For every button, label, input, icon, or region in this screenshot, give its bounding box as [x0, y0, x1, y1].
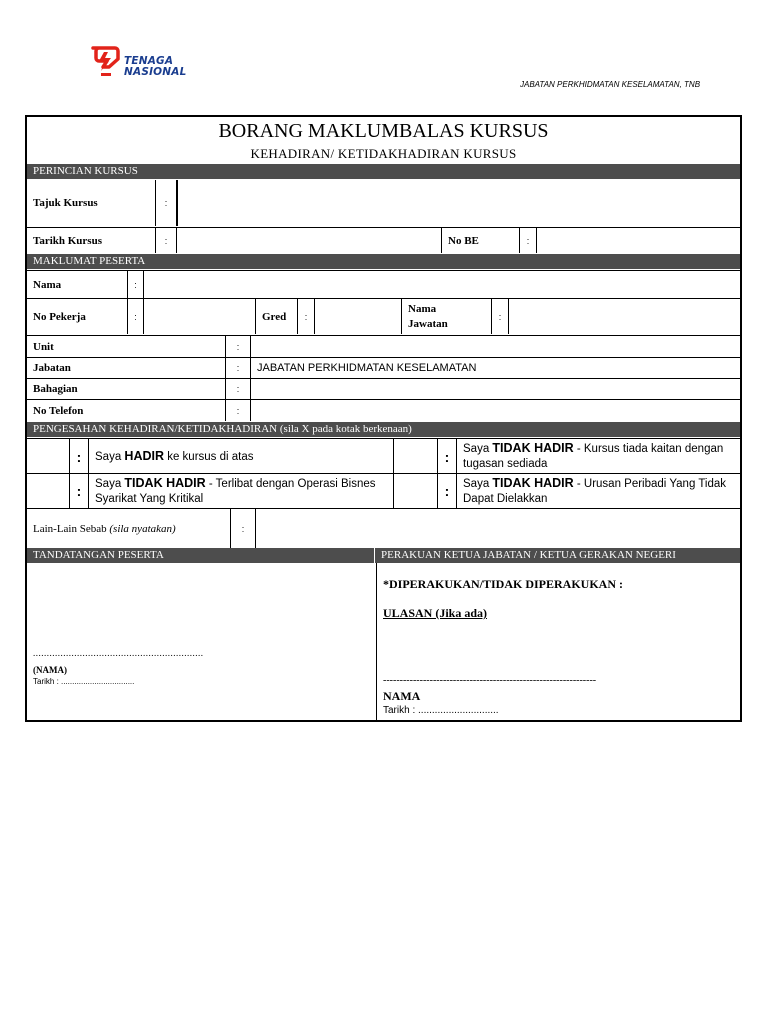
name-row: [27, 270, 740, 298]
colon: :: [519, 228, 537, 253]
colon: :: [127, 299, 144, 334]
section-participant-info: MAKLUMAT PESERTA: [27, 254, 740, 269]
name-label: Nama: [33, 278, 62, 291]
participant-signature-box[interactable]: [27, 563, 376, 722]
course-title-field[interactable]: [177, 180, 744, 226]
name-field[interactable]: [144, 271, 744, 298]
logo-wordmark: TENAGA NASIONAL: [124, 55, 187, 78]
staff-row: [27, 298, 740, 334]
unit-label: Unit: [33, 340, 54, 353]
critical-operation-option-label: Saya TIDAK HADIR - Terlibat dengan Operasi Bisnes Syarikat Yang Kritikal: [95, 475, 376, 505]
signature-line: ..............................................................: [33, 648, 204, 658]
colon: :: [225, 358, 251, 378]
unit-row: [27, 335, 740, 357]
colon: :: [155, 180, 177, 226]
head-name-label: NAMA: [383, 689, 421, 703]
course-date-field[interactable]: [177, 228, 441, 253]
colon: :: [491, 299, 509, 334]
colon: :: [225, 379, 251, 399]
other-reason-field[interactable]: [256, 509, 744, 548]
phone-field[interactable]: [251, 400, 744, 421]
section-course-details: PERINCIAN KURSUS: [27, 164, 740, 179]
other-reason-row: [27, 508, 740, 548]
division-row: [27, 378, 740, 399]
not-relevant-checkbox[interactable]: [393, 439, 437, 474]
course-feedback-form: [25, 115, 742, 722]
attend-option-label: Saya HADIR ke kursus di atas: [95, 448, 254, 463]
course-title-label: Tajuk Kursus: [33, 197, 98, 209]
colon: :: [155, 228, 177, 253]
job-title-field[interactable]: [509, 299, 744, 334]
colon: :: [225, 400, 251, 421]
department-label: Jabatan: [33, 362, 71, 374]
colon: :: [69, 439, 89, 474]
division-label: Bahagian: [33, 383, 78, 395]
staff-number-label: No Pekerja: [33, 310, 86, 323]
personal-matter-checkbox[interactable]: [393, 474, 437, 508]
unit-field[interactable]: [251, 336, 744, 357]
signature-section-header: [27, 548, 740, 563]
head-signature-line: ----------------------------------------------------------------: [383, 675, 597, 686]
section-head-approval: PERAKUAN KETUA JABATAN / KETUA GERAKAN NEGERI: [374, 548, 740, 563]
critical-operation-checkbox[interactable]: [27, 474, 69, 508]
department-row: [27, 357, 740, 378]
signature-area: [27, 563, 740, 722]
head-date-label: Tarikh : .............................: [383, 705, 499, 716]
remarks-label: ULASAN (Jika ada): [383, 606, 488, 620]
job-title-label: Nama Jawatan: [401, 299, 491, 334]
be-number-label: No BE: [441, 228, 519, 253]
grade-label: Gred: [255, 299, 297, 334]
be-number-field[interactable]: [537, 228, 744, 253]
approval-status[interactable]: *DIPERAKUKAN/TIDAK DIPERAKUKAN :: [383, 577, 624, 591]
form-subtitle: KEHADIRAN/ KETIDAKHADIRAN KURSUS: [250, 146, 517, 161]
attendance-row-2: [27, 473, 740, 508]
course-date-row: [27, 227, 740, 253]
colon: :: [230, 509, 256, 548]
personal-matter-option-label: Saya TIDAK HADIR - Urusan Peribadi Yang Tidak Dapat Dielakkan: [463, 475, 727, 505]
colon: :: [297, 299, 315, 334]
colon: :: [437, 439, 457, 474]
attend-checkbox[interactable]: [27, 439, 69, 474]
participant-name-label: (NAMA): [33, 665, 67, 675]
form-title: BORANG MAKLUMBALAS KURSUS: [218, 120, 549, 142]
colon: :: [225, 336, 251, 357]
phone-label: No Telefon: [33, 404, 84, 417]
participant-date-label: Tarikh : .................................: [33, 677, 135, 686]
head-approval-box: [376, 563, 744, 722]
section-attendance-confirmation: PENGESAHAN KEHADIRAN/KETIDAKHADIRAN (sila X pada kotak berkenaan): [27, 422, 740, 437]
division-field[interactable]: [251, 379, 744, 399]
course-title-row: [27, 180, 740, 226]
phone-row: [27, 399, 740, 421]
colon: :: [127, 271, 144, 298]
colon: :: [437, 474, 457, 508]
grade-field[interactable]: [315, 299, 401, 334]
not-relevant-option-label: Saya TIDAK HADIR - Kursus tiada kaitan dengan tugasan sediada: [463, 441, 724, 470]
department-header: JABATAN PERKHIDMATAN KESELAMATAN, TNB: [520, 80, 701, 89]
other-reason-label: Lain-Lain Sebab (sila nyatakan): [33, 522, 176, 535]
department-field[interactable]: JABATAN PERKHIDMATAN KESELAMATAN: [257, 362, 477, 374]
staff-number-field[interactable]: [144, 299, 255, 334]
colon: :: [69, 474, 89, 508]
course-date-label: Tarikh Kursus: [33, 234, 102, 247]
section-participant-signature: TANDATANGAN PESERTA: [33, 549, 164, 561]
attendance-row-1: [27, 438, 740, 474]
